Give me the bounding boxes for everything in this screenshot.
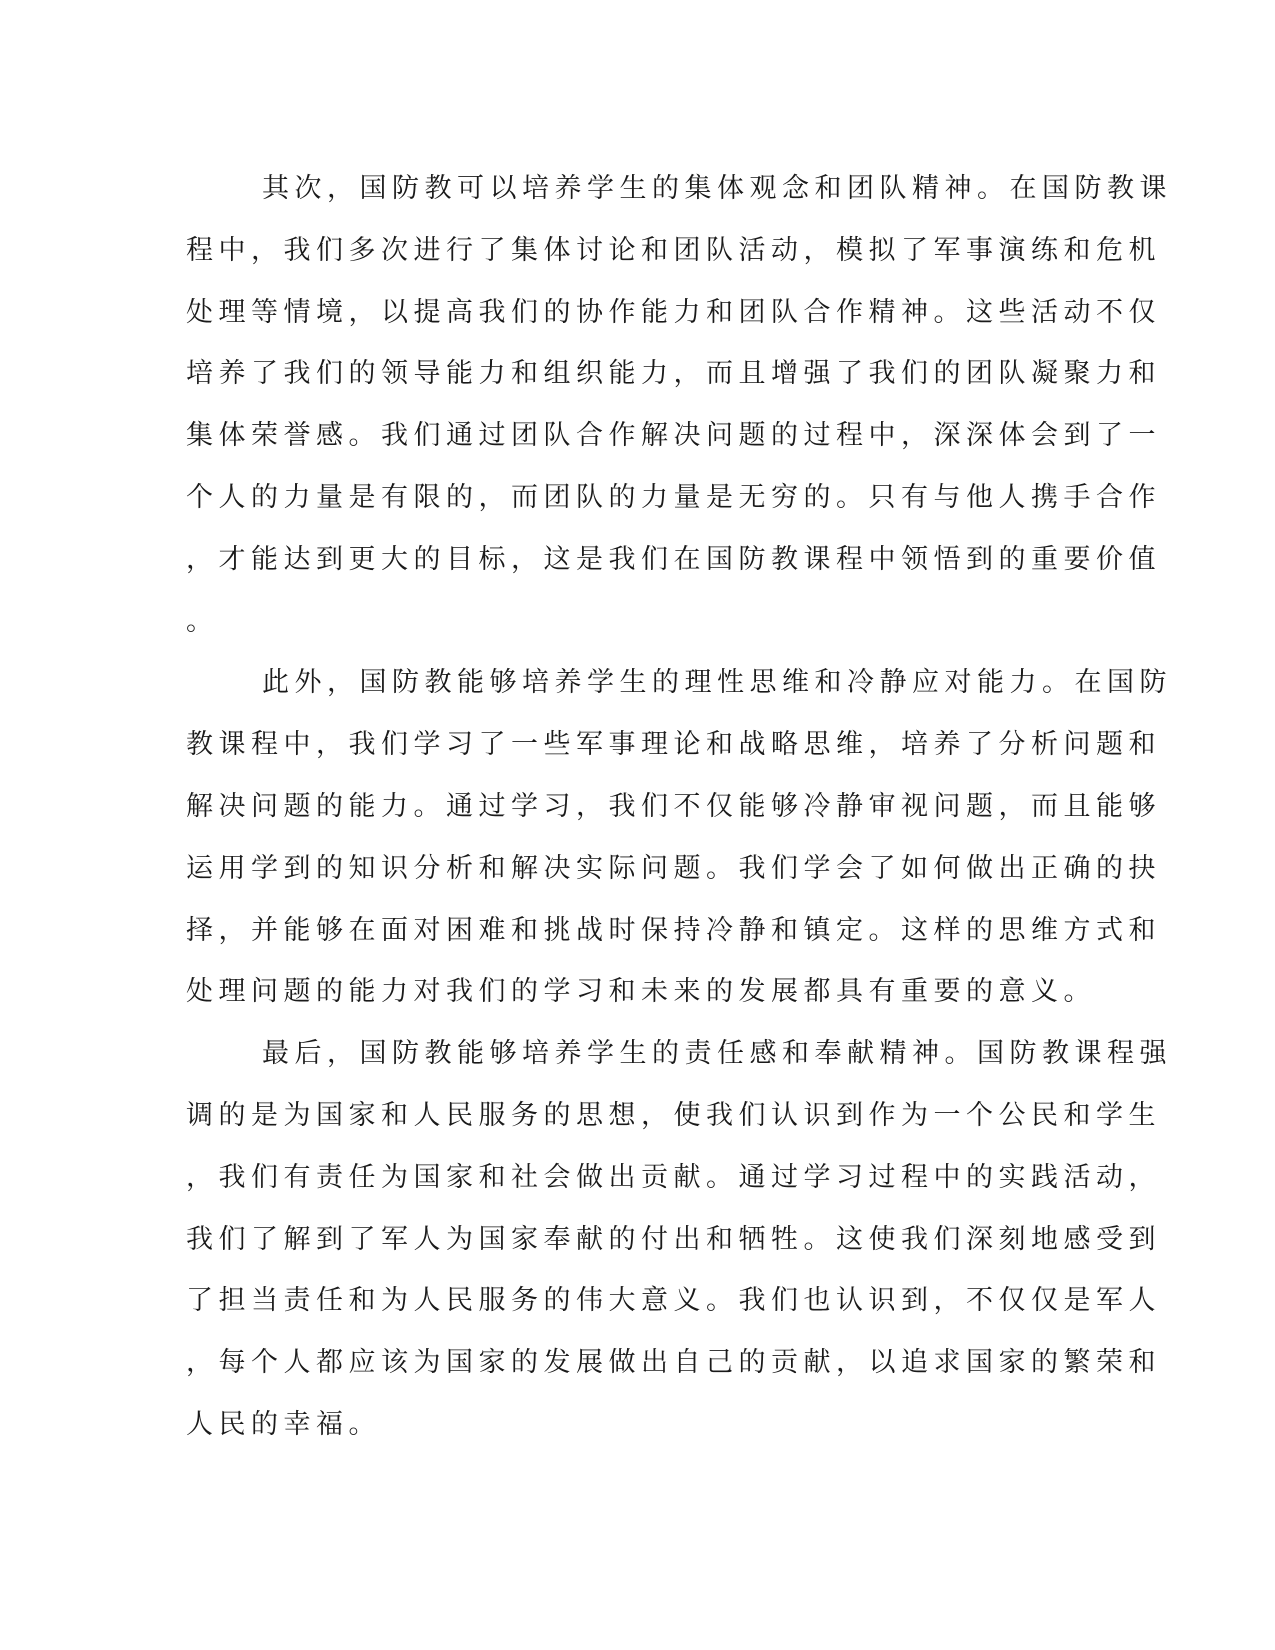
paragraph-1 — [186, 158, 1172, 652]
paragraph-line: 。 — [186, 605, 219, 637]
paragraph-line: 个人的力量是有限的，而团队的力量是无穷的。只有与他人携手合作 — [186, 481, 1161, 513]
paragraph-line: 集体荣誉感。我们通过团队合作解决问题的过程中，深深体会到了一 — [186, 420, 1161, 452]
paragraph-line: 解决问题的能力。通过学习，我们不仅能够冷静审视问题，而且能够 — [186, 790, 1161, 822]
paragraph-line: ，才能达到更大的目标，这是我们在国防教课程中领悟到的重要价值 — [186, 543, 1161, 575]
paragraph-2 — [186, 652, 1172, 1023]
paragraph-line: 其次，国防教可以培养学生的集体观念和团队精神。在国防教课 — [262, 173, 1172, 204]
paragraph-line: 调的是为国家和人民服务的思想，使我们认识到作为一个公民和学生 — [186, 1099, 1161, 1131]
paragraph-line: 最后，国防教能够培养学生的责任感和奉献精神。国防教课程强 — [262, 1038, 1172, 1070]
paragraph-line: 我们了解到了军人为国家奉献的付出和牺牲。这使我们深刻地感受到 — [186, 1223, 1161, 1255]
paragraph-line: 了担当责任和为人民服务的伟大意义。我们也认识到，不仅仅是军人 — [186, 1285, 1161, 1317]
document-body — [186, 158, 1172, 1456]
paragraph-line: ，我们有责任为国家和社会做出贡献。通过学习过程中的实践活动， — [186, 1161, 1161, 1193]
paragraph-line: 教课程中，我们学习了一些军事理论和战略思维，培养了分析问题和 — [186, 729, 1161, 761]
paragraph-line: 此外，国防教能够培养学生的理性思维和冷静应对能力。在国防 — [262, 667, 1172, 699]
paragraph-line: 处理问题的能力对我们的学习和未来的发展都具有重要的意义。 — [186, 976, 1096, 1008]
paragraph-line: 运用学到的知识分析和解决实际问题。我们学会了如何做出正确的抉 — [186, 852, 1161, 884]
paragraph-line: 处理等情境，以提高我们的协作能力和团队合作精神。这些活动不仅 — [186, 296, 1161, 328]
paragraph-3 — [186, 1023, 1172, 1456]
paragraph-line: 培养了我们的领导能力和组织能力，而且增强了我们的团队凝聚力和 — [186, 358, 1161, 390]
paragraph-line: 择，并能够在面对困难和挑战时保持冷静和镇定。这样的思维方式和 — [186, 914, 1161, 946]
paragraph-line: ，每个人都应该为国家的发展做出自己的贡献，以追求国家的繁荣和 — [186, 1347, 1161, 1379]
paragraph-line: 人民的幸福。 — [186, 1408, 381, 1440]
paragraph-line: 程中，我们多次进行了集体讨论和团队活动，模拟了军事演练和危机 — [186, 234, 1161, 266]
